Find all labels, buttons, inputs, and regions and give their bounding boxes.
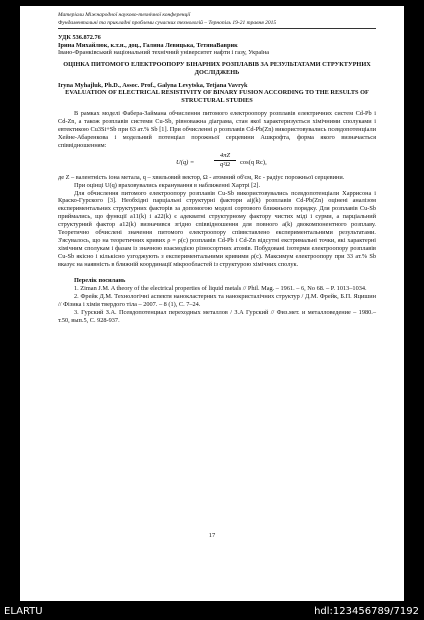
document-page [20, 6, 404, 601]
handle-identifier: hdl:123456789/7192 [314, 606, 419, 617]
authors-ukrainian: Ірина Михайлюк, к.т.н., доц., Галина Левицька, ТетянаВаврик [58, 41, 238, 49]
paragraph-screening: При оцінці U(q) враховувались екранування в наближенні Хартрі [2]. [74, 181, 261, 189]
formula-fraction [214, 152, 236, 169]
repository-footer-bar [0, 602, 424, 620]
paragraph-intro: В рамках моделі Фабера-Займана обчислення питомого електроопору розплавів електричних систем Cd-Pb і Cd-Zn, а також розплавів системи Cu-Sb, рівноважна діаграма, стан якої характеризується хімічними сполуками і евтектикою Cu3Si+Sb при 63 ат.% Sb [1]. При обчисленні ρ розплавів Cd-Pb(Zn) використовувались псевдопотенціали Хейне-Абаренкова і модельний потенціал порожньої серцевини Ашкрофта, форма якого визначається співвідношенням: [58, 110, 376, 149]
reference-item: 3. Гурский З.А. Псевдопотенциал переходных металлов / З.А Гурский // Физ.мет. и металловедение – 1980.– т.50, вып.5, С. 928-937. [58, 309, 376, 324]
affiliation: Івано-Франківський національний технічний університет нафти і газу, Україна [58, 49, 270, 56]
paragraph-results: Для обчислення питомого електроопору розплавів Cu-Sb використовувались псевдопотенціали Харрисона і Краско-Гурского [3]. Необхідні парціальні структурні фактори aij(k) розплавів Cd-Pb(Zn) оцінені аналізом експериментальних структурних факторів за допомогою моделі сортового ближнього порядку. Для розплавів Cu-Sb приймались, що функції a11(k) і a22(k) є адекватні структурному фактору чистих міді і сурми, а парціальний структурний фактор a12(k) визначився згідно співвідношення для повного a(k) двокомпонентного розплаву. Теоретично обчислені значення питомого електроопору співвставлено експериментальними результатами. З'ясувалось, що на теоретичних кривих ρ = ρ(c) розплавів Cd-Pb і Cd-Zn відсутні екстримальні точки, які характерні хімічним сполукам і фазам із значною взаємодією різносортних атомів. Побудовані ізотерми електроопору розплавів Cu-Sb якісно і кількісно узгоджують з експериментальними кривими ρ(c). Максимум електроопору при 33 ат.% Sb вказує на наявність в ближній координації мікрообластей із структурою хімічних сполук. [58, 189, 376, 268]
reference-item: 2. Фрейк Д.М. Технологічні аспекти нанокластерних та нанокристалічних структур / Д.М. Фрейк, Б.П. Яцишин // Фізика і хімія твердого тіла – 2007. – 8 (1), С. 7–24. [58, 293, 376, 308]
repository-name: ELARTU [4, 606, 43, 617]
formula-rhs: cos(q Rc), [240, 158, 267, 166]
formula-lhs: U(q) = [176, 158, 195, 166]
title-ukrainian: ОЦІНКА ПИТОМОГО ЕЛЕКТРООПОРУ БІНАРНИХ РОЗПЛАВІВ ЗА РЕЗУЛЬТАТАМИ СТРУКТУРНИХ ДОСЛІДЖЕНЬ [63, 61, 371, 76]
page-number: 17 [208, 532, 216, 539]
formula-numerator: 4πZ [214, 152, 236, 161]
title-english: EVALUATION OF ELECTRICAL RESISTIVITY OF BINARY FUSION ACCORDING TO THE RESULTS OF STRUCTURAL STUDIES [65, 89, 369, 104]
article-body [58, 110, 376, 268]
authors-english: Iryna Myhajluk, Ph.D., Assoc. Prof., Galyna Levytska, Tetjana Vavryk [58, 81, 248, 89]
header-line-2: Фундаментальні та прикладні проблеми сучасних технологій – Тернопіль 19-21 травня 2015 [58, 19, 277, 26]
running-header [58, 12, 376, 29]
paragraph-definitions: де Z – валентність іона метала, q – хвильовий вектор, Ω - атомний об'єм, Rc - радіус порожньої серцевини. [58, 173, 345, 181]
formula-pseudopotential [58, 152, 376, 174]
references-heading: Перелік посилань [74, 276, 126, 284]
reference-item: 1. Ziman J.M. A theory of the electrical properties of liquid metals // Phil. Mag. – 1961. – 6, No 68. – P. 1013–1034. [74, 284, 367, 292]
header-line-1: Матеріали Міжнародної науково-технічної конференції [58, 12, 191, 18]
udk-code: УДК 536.872.76 [58, 34, 101, 42]
formula-denominator: q²Ω [220, 160, 230, 168]
